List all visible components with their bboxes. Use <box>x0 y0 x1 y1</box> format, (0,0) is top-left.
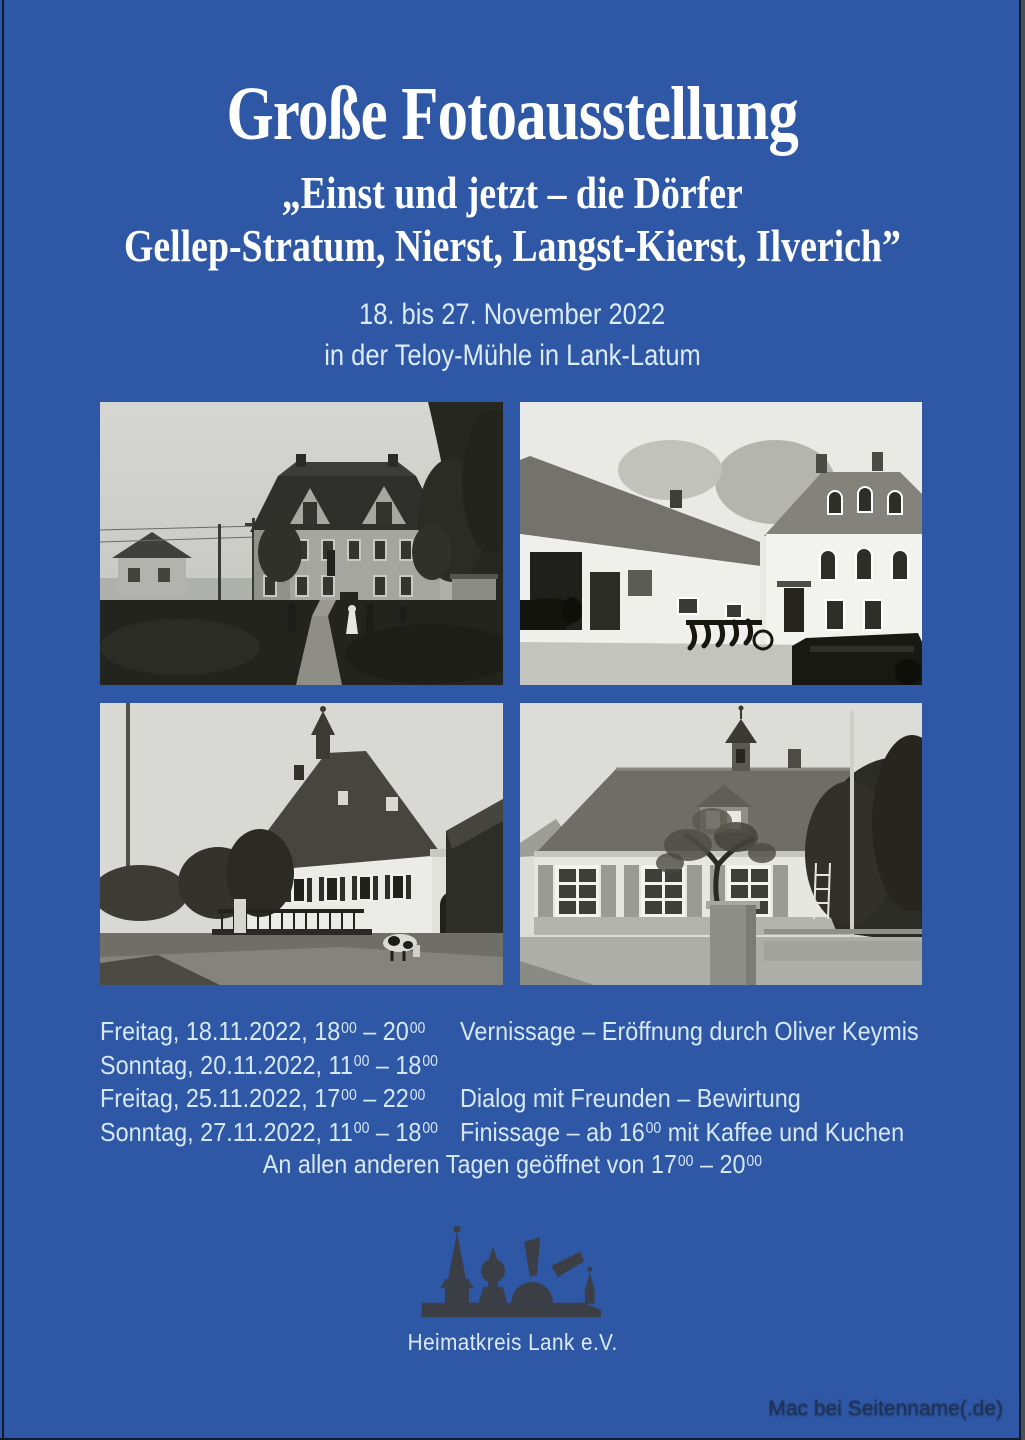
schedule-date-time <box>100 1083 460 1114</box>
watermark: Mac bei Seitenname(.de) <box>768 1397 1003 1420</box>
photo-village-school <box>520 703 922 985</box>
schedule-text: – 20 <box>356 1016 409 1046</box>
time-superscript: 00 <box>746 1152 763 1170</box>
time-superscript: 00 <box>341 1019 357 1037</box>
time-superscript: 00 <box>409 1019 426 1037</box>
date-venue-block <box>0 294 1025 376</box>
schedule-text: Sonntag, 27.11.2022, 11 <box>100 1116 353 1147</box>
schedule-text: – 18 <box>369 1049 422 1080</box>
logo-caption <box>0 1329 1025 1356</box>
schedule-text: – 20 <box>693 1149 746 1179</box>
schedule-text: Freitag, 25.11.2022, 17 <box>100 1083 341 1113</box>
photo-villa-image <box>100 402 503 685</box>
poster-subtitle-line1-text: „Einst und jetzt – die Dörfer <box>282 168 743 218</box>
schedule-event <box>460 1117 946 1148</box>
poster-subtitle-line2 <box>0 221 1025 271</box>
time-superscript: 00 <box>422 1120 438 1138</box>
schedule-text: mit Kaffee und Kuchen <box>661 1116 905 1147</box>
photo-farm-courtyard-image <box>520 402 922 685</box>
schedule-text: Vernissage – Eröffnung durch Oliver Keymis <box>460 1016 919 1046</box>
village-skyline-icon <box>395 1218 631 1322</box>
photo-villa <box>100 402 503 685</box>
poster-subtitle-line2-text: Gellep-Stratum, Nierst, Langst-Kierst, Ilverich” <box>124 221 901 271</box>
schedule-row <box>100 1083 946 1117</box>
schedule-text: – 18 <box>369 1116 422 1147</box>
schedule-row <box>100 1050 946 1084</box>
schedule-date-time <box>100 1016 460 1047</box>
poster-edge-left <box>2 0 4 1440</box>
logo-caption-text: Heimatkreis Lank e.V. <box>407 1329 618 1355</box>
schedule-text: Dialog mit Freunden – Bewirtung <box>460 1083 801 1113</box>
schedule <box>100 1016 946 1150</box>
poster-title-text: Große Fotoausstellung <box>226 72 799 156</box>
schedule-footer-text <box>263 1149 762 1180</box>
venue <box>0 335 1025 376</box>
poster-title <box>0 72 1025 156</box>
schedule-event <box>460 1083 946 1114</box>
venue-text: in der Teloy-Mühle in Lank-Latum <box>324 339 701 372</box>
photo-manor-house-image <box>100 703 503 985</box>
schedule-row <box>100 1016 946 1050</box>
time-superscript: 00 <box>677 1152 694 1170</box>
schedule-event <box>460 1016 946 1047</box>
schedule-text: Freitag, 18.11.2022, 18 <box>100 1016 341 1046</box>
time-superscript: 00 <box>409 1086 426 1104</box>
date-range-text: 18. bis 27. November 2022 <box>359 298 666 331</box>
schedule-date-time <box>100 1050 460 1081</box>
time-superscript: 00 <box>422 1053 438 1071</box>
time-superscript: 00 <box>353 1120 370 1138</box>
poster-edge-right <box>1019 0 1025 1440</box>
schedule-text: – 22 <box>356 1083 409 1113</box>
schedule-row <box>100 1117 946 1151</box>
photo-village-school-image <box>520 703 922 985</box>
logo-block <box>0 1218 1025 1356</box>
time-superscript: 00 <box>353 1053 370 1071</box>
photo-farm-courtyard <box>520 402 922 685</box>
schedule-text: An allen anderen Tagen geöffnet von 17 <box>262 1149 678 1179</box>
time-superscript: 00 <box>341 1086 357 1104</box>
schedule-footer <box>0 1149 1025 1180</box>
time-superscript: 00 <box>645 1120 662 1138</box>
schedule-date-time <box>100 1117 460 1148</box>
photo-manor-house <box>100 703 503 985</box>
poster-subtitle-line1 <box>0 168 1025 218</box>
date-range <box>0 294 1025 335</box>
schedule-text: Finissage – ab 16 <box>460 1116 645 1147</box>
schedule-text: Sonntag, 20.11.2022, 11 <box>100 1049 353 1080</box>
